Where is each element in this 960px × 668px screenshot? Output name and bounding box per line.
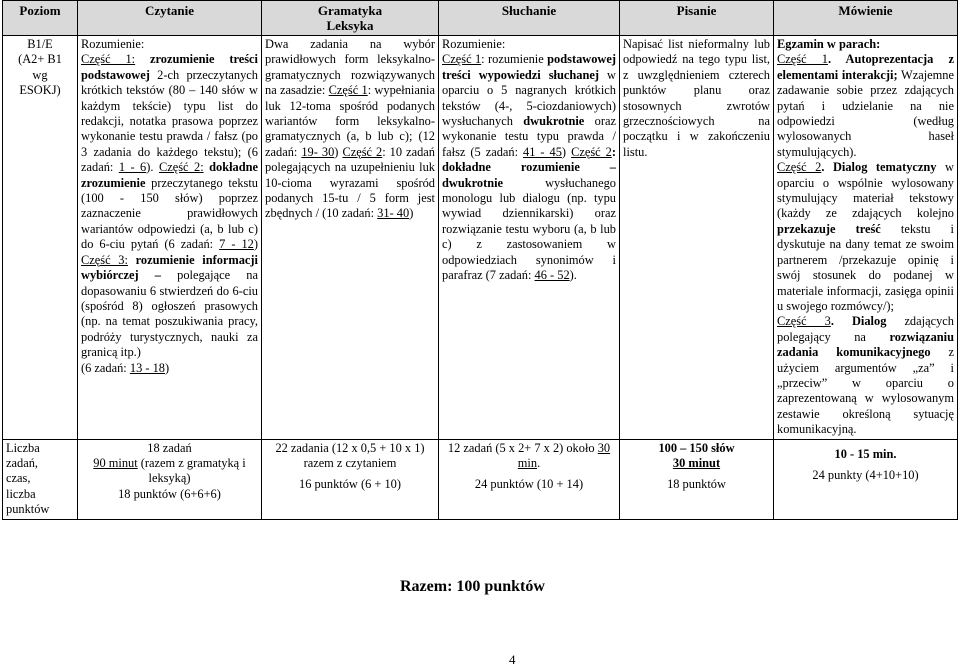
level-line3: wg: [32, 67, 48, 82]
summary-speaking-cell: [774, 439, 958, 519]
listening-part1-text2: oraz wykonanie testu typu prawda / fałsz (5 zadań:: [442, 114, 616, 159]
speaking-part2-bold2: przekazuje treść: [777, 221, 881, 236]
summary-reading-time: 90 minut: [93, 455, 138, 470]
listening-part1-range: 41 - 45: [523, 144, 562, 159]
reading-part1-text: 2-ch przeczytanych krótkich tekstów (80 – 140 słów w każdym tekście) typu list do redakcji, notatka prasowa poprzez wykonanie testu prawda / fałsz (po 3 zadania do każdego tekstu); (6 zadań:: [81, 67, 258, 175]
grammar-part1-range: 19- 30: [301, 144, 335, 159]
summary-writing-points: 18 punktów: [667, 477, 726, 492]
listening-part2-text: wysłuchanego monologu lub dialogu (np. typu wywiad dziennikarski) oraz rozwiązanie testu wyboru (a, b lub c) z zastosowaniem w odpowiedziach synonimów i parafraz (7 zadań:: [442, 175, 616, 283]
speaking-part3-label: Część 3: [777, 314, 831, 329]
grammar-intro: Dwa zadania na wybór prawidłowych form leksykalno-gramatycznych rozwiązywanych na zasadzie:: [265, 37, 435, 98]
level-line4: ESOKJ): [19, 83, 61, 98]
grammar-part1-label: Część 1: [328, 83, 368, 98]
reading-part1-label: Część 1:: [81, 52, 136, 67]
listening-part1-title: : rozumienie: [481, 52, 544, 67]
reading-part1-title: zrozumienie treści podstawowej: [81, 52, 258, 82]
grammar-cell: [262, 36, 439, 440]
header-row: [3, 1, 958, 36]
summary-listening-time-end: .: [537, 455, 541, 470]
grammar-part2-label: Część 2: [342, 144, 383, 159]
listening-part1-text: w oparciu o 5 nagranych krótkich tekstów (4-, 5-ciozdaniowych) wysłuchanych: [442, 67, 616, 129]
level-line1: B1/E: [27, 37, 53, 51]
summary-label-line5: punktów: [6, 502, 50, 517]
summary-writing-time: 30 minut: [672, 455, 721, 470]
summary-grammar-count: 22 zadania (12 x 0,5 + 10 x 1) razem z czytaniem: [275, 440, 425, 470]
listening-part1-bold: podstawowej treści wypowiedzi słuchanej: [442, 52, 616, 82]
listening-cell: [439, 36, 620, 440]
level-line2: (A2+ B1: [18, 52, 62, 67]
grammar-part2-range: 31- 40: [377, 206, 410, 221]
exam-structure-table: [2, 0, 958, 520]
header-grammar-line2: Leksyka: [326, 18, 374, 33]
listening-intro: Rozumienie:: [442, 37, 506, 51]
reading-intro: Rozumienie:: [81, 37, 145, 51]
total-points: Razem: 100 punktów: [400, 578, 545, 595]
header-writing: Pisanie: [620, 1, 774, 36]
header-grammar-line1: Gramatyka: [317, 3, 383, 18]
header-speaking: Mówienie: [774, 1, 958, 36]
reading-part2-text: przeczytanego tekstu (100 - 150 słów) poprzez zaznaczenie prawidłowych wariantów odpowiedzi (a, b lub c) do 6-ciu pytań (6 zadań:: [81, 175, 258, 252]
listening-part2-bold: : dokładne rozumienie – dwukrotnie: [442, 144, 616, 190]
reading-part1-end: ).: [146, 160, 154, 175]
page-number: 4: [509, 652, 516, 667]
summary-writing-cell: [620, 439, 774, 519]
header-reading: Czytanie: [78, 1, 262, 36]
reading-part2-range: 7 - 12: [219, 237, 254, 252]
summary-speaking-time: 10 - 15 min.: [834, 446, 897, 461]
reading-part2-label: Część 2:: [158, 160, 204, 175]
summary-writing-count: 100 – 150 słów: [658, 440, 735, 455]
summary-reading-time-rest: (razem z gramatyką i leksyką): [140, 455, 246, 486]
speaking-cell: [774, 36, 958, 440]
reading-part3-label: Część 3:: [81, 252, 128, 267]
reading-part3-count: (6 zadań:: [81, 360, 127, 375]
writing-text: Napisać list nieformalny lub odpowiedź na tego typu list, z uwzględnieniem czterech punktów planu oraz stosownych zwrotów grzecznościowych na początku i w zakończeniu listu.: [623, 37, 770, 159]
summary-reading-cell: [78, 439, 262, 519]
speaking-part2-text: w oparciu o wspólnie wylosowany stymulujący materiał tekstowy (każdy ze zdających kolejno: [777, 160, 954, 221]
content-row: [3, 36, 958, 440]
speaking-intro: Egzamin w parach:: [777, 37, 881, 51]
reading-cell: [78, 36, 262, 440]
reading-part3-title: rozumienie informacji wybiórczej –: [81, 252, 258, 283]
speaking-part3-text2: z użyciem argumentów „za” i „przeciw” w oparciu o zaprezentowaną w wylosowanym zestawie określoną sytuację komunikacyjną.: [777, 345, 954, 437]
grammar-part1-text: : wypełniania luk 12-toma spośród podanych wariantów form leksykalno-gramatycznych (a, b lub c); (12 zadań:: [265, 83, 435, 159]
listening-part1-bold2: dwukrotnie: [523, 114, 585, 129]
listening-part2-end: ).: [569, 268, 577, 283]
summary-listening-points: 24 punktów (10 + 14): [474, 477, 584, 492]
reading-part3-range: 13 - 18: [129, 360, 165, 375]
summary-label-line2: zadań,: [6, 455, 38, 470]
speaking-part2-label: Część 2: [777, 160, 822, 175]
listening-part2-range: 46 - 52: [534, 268, 570, 283]
reading-part2-title: dokładne zrozumienie: [81, 160, 259, 190]
summary-listening-time: 30 min: [517, 440, 611, 470]
reading-part3-end: ): [164, 360, 170, 375]
listening-part2-label: Część 2: [571, 144, 612, 159]
summary-grammar-points: 16 punktów (6 + 10): [299, 477, 401, 492]
grammar-part2-text: : 10 zadań polegających na uzupełnieniu luk 10-cioma wyrazami spośród podanych 15-tu / 5 form jest zbędnych / (10 zadań:: [265, 144, 435, 221]
writing-cell: [620, 36, 774, 440]
summary-label-line1: Liczba: [6, 440, 40, 455]
summary-listening-count: 12 zadań (5 x 2+ 7 x 2) około: [447, 440, 595, 455]
speaking-part1-label: Część 1: [777, 52, 828, 67]
summary-reading-time-line: [81, 456, 258, 487]
reading-part3-text: polegające na dopasowaniu 6 stwierdzeń do 6-ciu (spośród 8) ogłoszeń prasowych (np. na temat poszukiwania pracy, podróży turystycznych, nauki za granicą itp.): [81, 268, 258, 360]
speaking-part3-text: zdających polegający na: [777, 314, 954, 344]
speaking-part2-bold: . Dialog tematyczny: [821, 160, 937, 175]
summary-row: [3, 439, 958, 519]
speaking-part3-bold2: rozwiązaniu zadania komunikacyjnego: [777, 329, 954, 360]
listening-part1-end: ): [561, 144, 567, 159]
header-level: Poziom: [3, 1, 78, 36]
summary-reading-count: 18 zadań: [147, 440, 192, 455]
speaking-part2-text2: tekstu i dyskutuje na dany temat ze swoim partnerem /przekazuje opinię i swój stosunek do podanej w materiale informacji, zasięga opinii u swojego rozmówcy/);: [777, 221, 954, 313]
level-cell: [3, 36, 78, 440]
summary-label-line4: liczba: [6, 486, 36, 501]
listening-part1-label: Część 1: [442, 52, 482, 67]
summary-speaking-points: 24 punkty (4+10+10): [812, 467, 919, 482]
summary-listening-count-line: [442, 441, 616, 472]
speaking-part1-text: Wzajemne zadawanie sobie przez zdających pytań i udzielanie na nie odpowiedzi (według wylosowanych haseł stymulujących).: [777, 67, 954, 159]
grammar-part2-end: ): [409, 206, 414, 221]
summary-label-line3: czas,: [6, 471, 31, 486]
speaking-part1-bold: . Autoprezentacja z elementami interakcji;: [777, 52, 954, 82]
speaking-part3-bold: . Dialog: [830, 314, 887, 329]
summary-label-cell: [3, 439, 78, 519]
header-listening: Słuchanie: [439, 1, 620, 36]
summary-reading-points: 18 punktów (6+6+6): [118, 486, 221, 501]
summary-grammar-cell: [262, 439, 439, 519]
reading-part1-range: 1 - 6: [118, 160, 147, 175]
reading-part2-end: ): [253, 237, 258, 252]
summary-listening-cell: [439, 439, 620, 519]
grammar-part1-end: ): [334, 144, 339, 159]
header-grammar: [262, 1, 439, 36]
